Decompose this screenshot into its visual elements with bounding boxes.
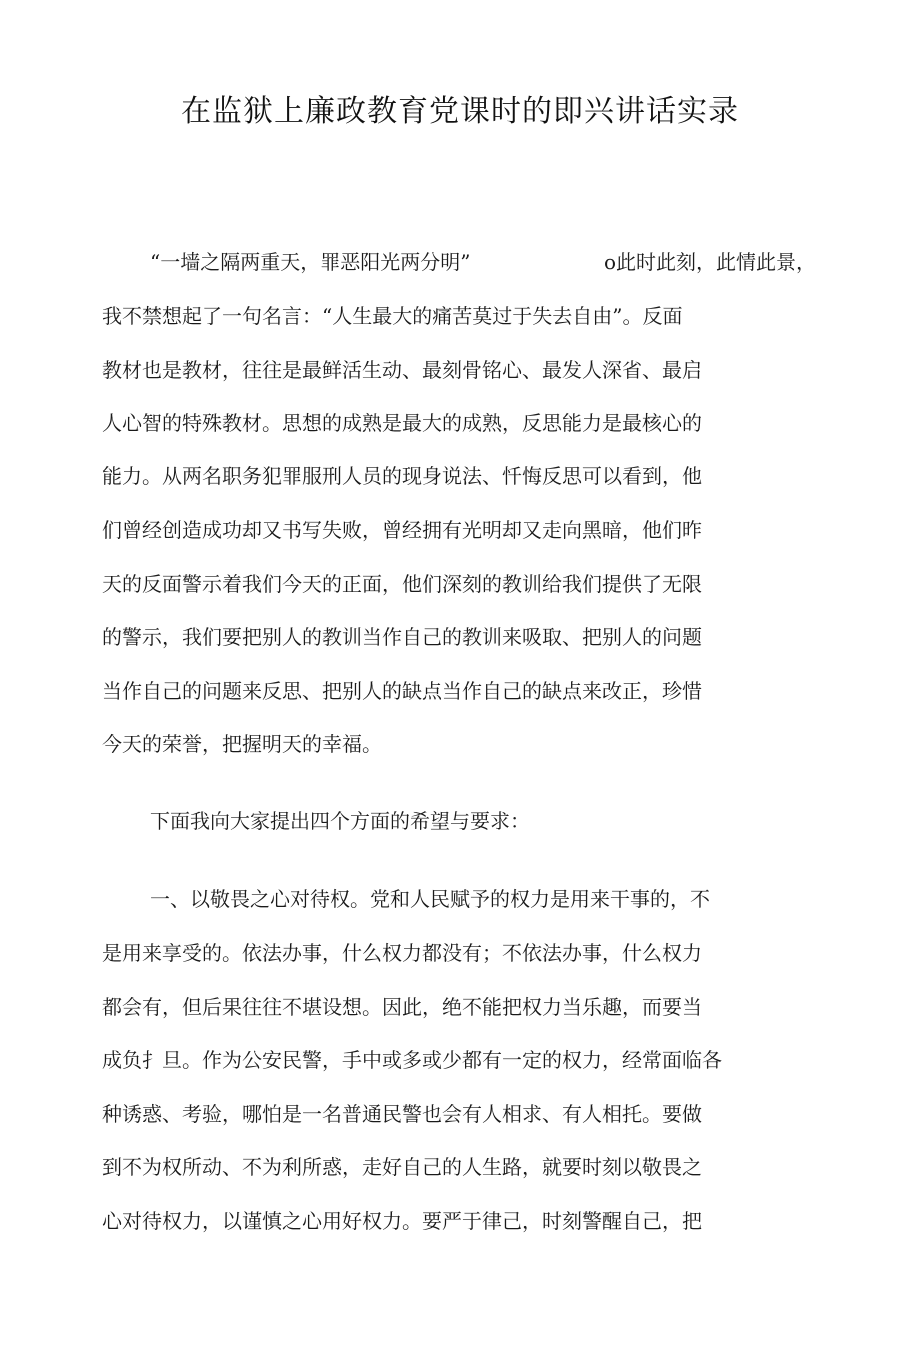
- paragraph-1-line: 当作自己的问题来反思、把别人的缺点当作自己的缺点来改正，珍惜: [102, 679, 702, 703]
- paragraph-3-line: 心对待权力，以谨慎之心用好权力。要严于律己，时刻警醒自己，把: [102, 1209, 702, 1233]
- paragraph-1-line: 们曾经创造成功却又书写失败，曾经拥有光明却又走向黑暗，他们昨: [102, 518, 702, 542]
- paragraph-3-line-1: 一、以敬畏之心对待权。党和人民赋予的权力是用来干事的，不: [150, 887, 710, 911]
- paragraph-3-line: 是用来享受的。依法办事，什么权力都没有；不依法办事，什么权力: [102, 941, 702, 965]
- paragraph-3-line: 种诱惑、考验，哪怕是一名普通民警也会有人相求、有人相托。要做: [102, 1102, 702, 1126]
- paragraph-3-line: 成负扌旦。作为公安民警，手中或多或少都有一定的权力，经常面临各: [102, 1048, 722, 1072]
- paragraph-3-line: 都会有，但后果往往不堪设想。因此，绝不能把权力当乐趣，而要当: [102, 995, 702, 1019]
- document-title: 在监狱上廉政教育党课时的即兴讲话实录: [181, 94, 739, 129]
- paragraph-1-line: 天的反面警示着我们今天的正面，他们深刻的教训给我们提供了无限: [102, 572, 702, 596]
- paragraph-3-line: 到不为权所动、不为利所惑，走好自己的人生路，就要时刻以敬畏之: [102, 1155, 702, 1179]
- paragraph-1-line-1-tail: o此时此刻，此情此景，: [604, 250, 817, 274]
- paragraph-1-line: 人心智的特殊教材。思想的成熟是最大的成熟，反思能力是最核心的: [102, 411, 702, 435]
- paragraph-1-line: 的警示，我们要把别人的教训当作自己的教训来吸取、把别人的问题: [102, 625, 702, 649]
- paragraph-1-line: 我不禁想起了一句名言：“人生最大的痛苦莫过于失去自由”。反面: [102, 304, 683, 328]
- paragraph-1-line: 能力。从两名职务犯罪服刑人员的现身说法、忏悔反思可以看到，他: [102, 464, 702, 488]
- paragraph-1-line: 教材也是教材，往往是最鲜活生动、最刻骨铭心、最发人深省、最启: [102, 358, 702, 382]
- paragraph-2: 下面我向大家提出四个方面的希望与要求：: [150, 809, 530, 833]
- paragraph-1-line: 今天的荣誉，把握明天的幸福。: [102, 732, 382, 756]
- paragraph-1-line-1-quote: “一墙之隔两重天，罪恶阳光两分明”: [150, 250, 471, 274]
